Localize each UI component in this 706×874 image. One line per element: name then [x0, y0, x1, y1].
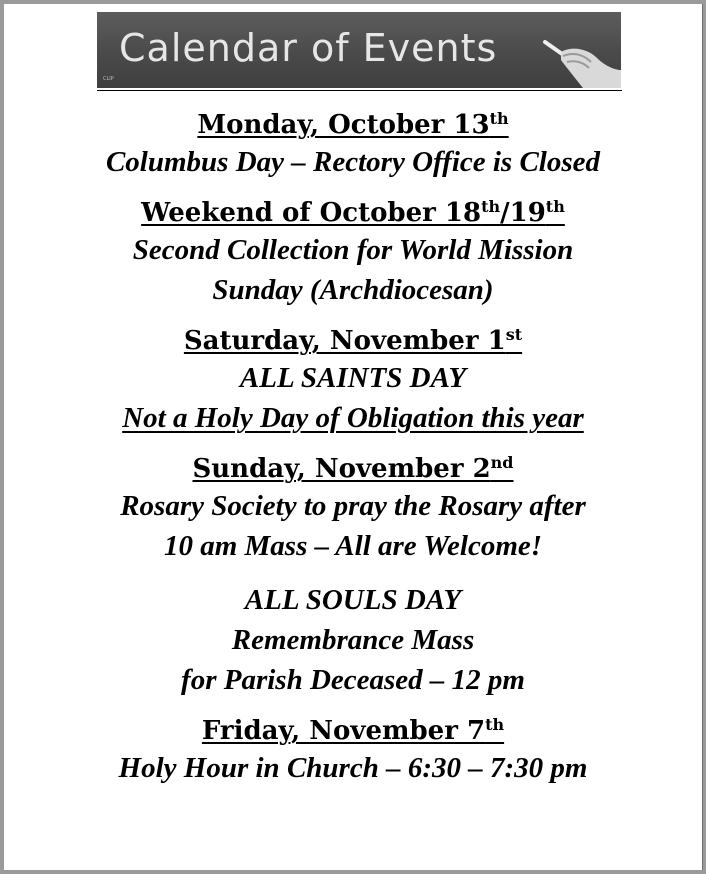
event-item [4, 196, 702, 310]
event-date: Sunday, November 2nd [192, 453, 514, 484]
event-item [4, 108, 702, 182]
event-detail: Columbus Day – Rectory Office is Closed [105, 146, 601, 178]
event-date: Friday, November 7th [201, 715, 505, 746]
calendar-banner [97, 12, 621, 88]
event-item [4, 324, 702, 438]
event-detail: Sunday (Archdiocesan) [212, 274, 494, 306]
event-detail: Rosary Society to pray the Rosary after [120, 490, 586, 522]
event-detail: ALL SOULS DAY [244, 584, 462, 616]
event-date: Weekend of October 18th/19th [141, 197, 565, 228]
event-item [4, 714, 702, 788]
event-date: Saturday, November 1st [183, 325, 523, 356]
event-detail: for Parish Deceased – 12 pm [181, 664, 525, 696]
hand-with-chalk-icon [531, 12, 621, 88]
event-detail: Second Collection for World Mission [132, 234, 574, 266]
banner-mark: CLIP [103, 76, 114, 82]
banner-divider [97, 90, 622, 91]
event-detail: 10 am Mass – All are Welcome! [163, 530, 543, 562]
banner-title: Calendar of Events [119, 26, 498, 70]
event-date: Monday, October 13th [197, 109, 509, 140]
bulletin-page [4, 4, 703, 870]
event-item [4, 452, 702, 700]
event-detail: Remembrance Mass [231, 624, 475, 656]
event-detail: ALL SAINTS DAY [239, 362, 467, 394]
event-detail: Holy Hour in Church – 6:30 – 7:30 pm [118, 752, 588, 784]
events-list [4, 108, 702, 788]
event-detail: Not a Holy Day of Obligation this year [122, 402, 584, 434]
